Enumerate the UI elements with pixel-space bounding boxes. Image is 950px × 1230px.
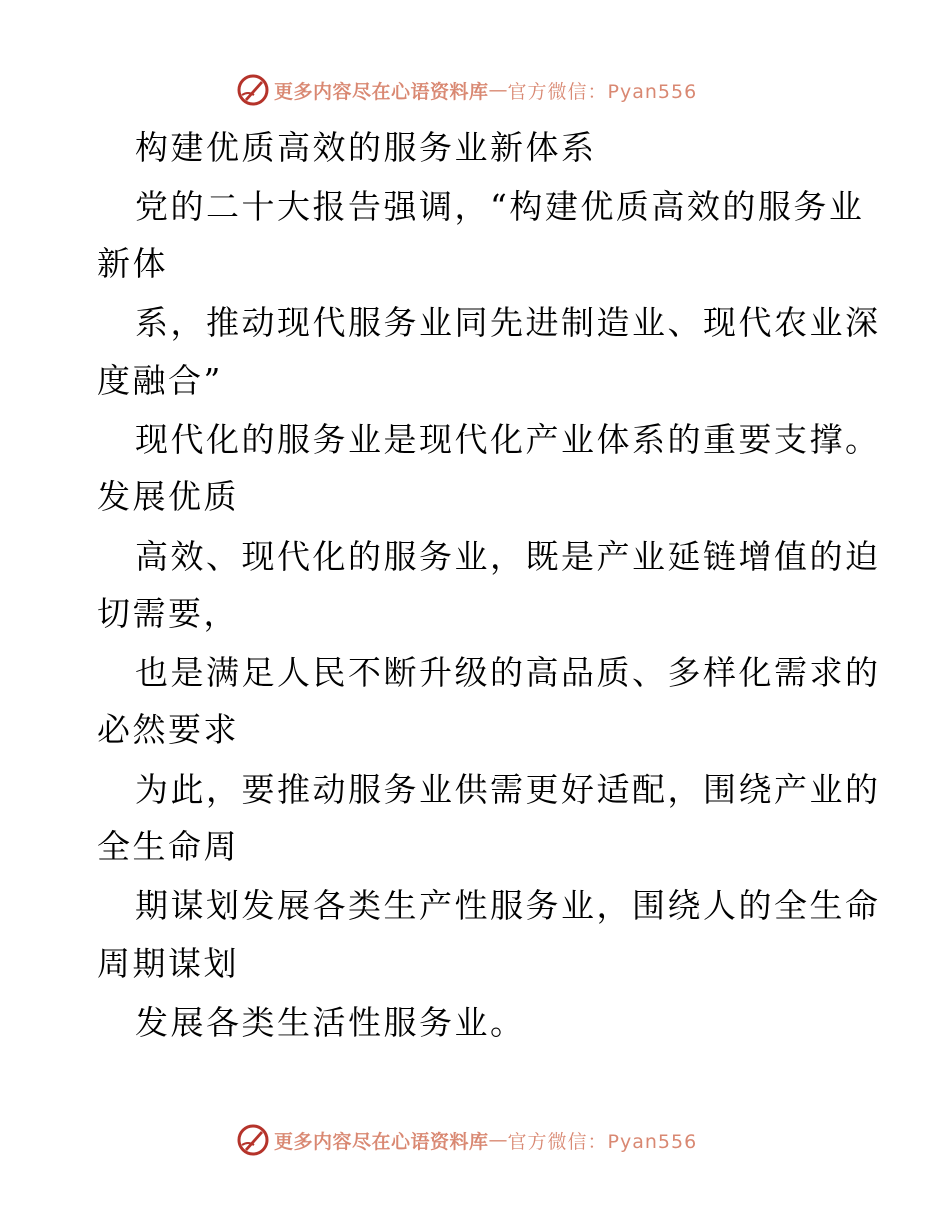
paragraph-line: 高效、现代化的服务业，既是产业延链增值的迫 (135, 537, 881, 576)
watermark-dash: — (488, 1129, 508, 1151)
watermark-contact: 官方微信：Pyan556 (507, 80, 698, 103)
header-watermark (236, 73, 697, 107)
quill-logo-icon (236, 1123, 270, 1157)
paragraph-line: 必然要求 (97, 710, 239, 749)
footer-watermark (236, 1123, 697, 1157)
paragraph-line: 也是满足人民不断升级的高品质、多样化需求的 (135, 653, 881, 692)
paragraph-line: 新体 (97, 244, 168, 283)
paragraph-line: 周期谋划 (97, 944, 239, 983)
watermark-brand: 更多内容尽在心语资料库 (274, 80, 489, 103)
paragraph-line: 发展优质 (97, 477, 239, 516)
paragraph-line: 期谋划发展各类生产性服务业，围绕人的全生命 (135, 886, 881, 925)
paragraph-line: 为此，要推动服务业供需更好适配，围绕产业的 (135, 770, 881, 809)
paragraph-line: 全生命周 (97, 827, 239, 866)
watermark-contact: 官方微信：Pyan556 (507, 1130, 698, 1153)
paragraph-line: 系，推动现代服务业同先进制造业、现代农业深 (135, 303, 881, 342)
watermark-brand: 更多内容尽在心语资料库 (274, 1130, 489, 1153)
paragraph-line: 发展各类生活性服务业。 (135, 1003, 526, 1042)
paragraph-line: 党的二十大报告强调，“构建优质高效的服务业 (135, 187, 865, 226)
paragraph-line: 现代化的服务业是现代化产业体系的重要支撑。 (135, 420, 881, 459)
paragraph-line: 度融合” (97, 361, 223, 400)
quill-logo-icon (236, 73, 270, 107)
paragraph-line: 切需要， (97, 594, 239, 633)
watermark-dash: — (488, 79, 508, 101)
document-title: 构建优质高效的服务业新体系 (135, 128, 597, 167)
